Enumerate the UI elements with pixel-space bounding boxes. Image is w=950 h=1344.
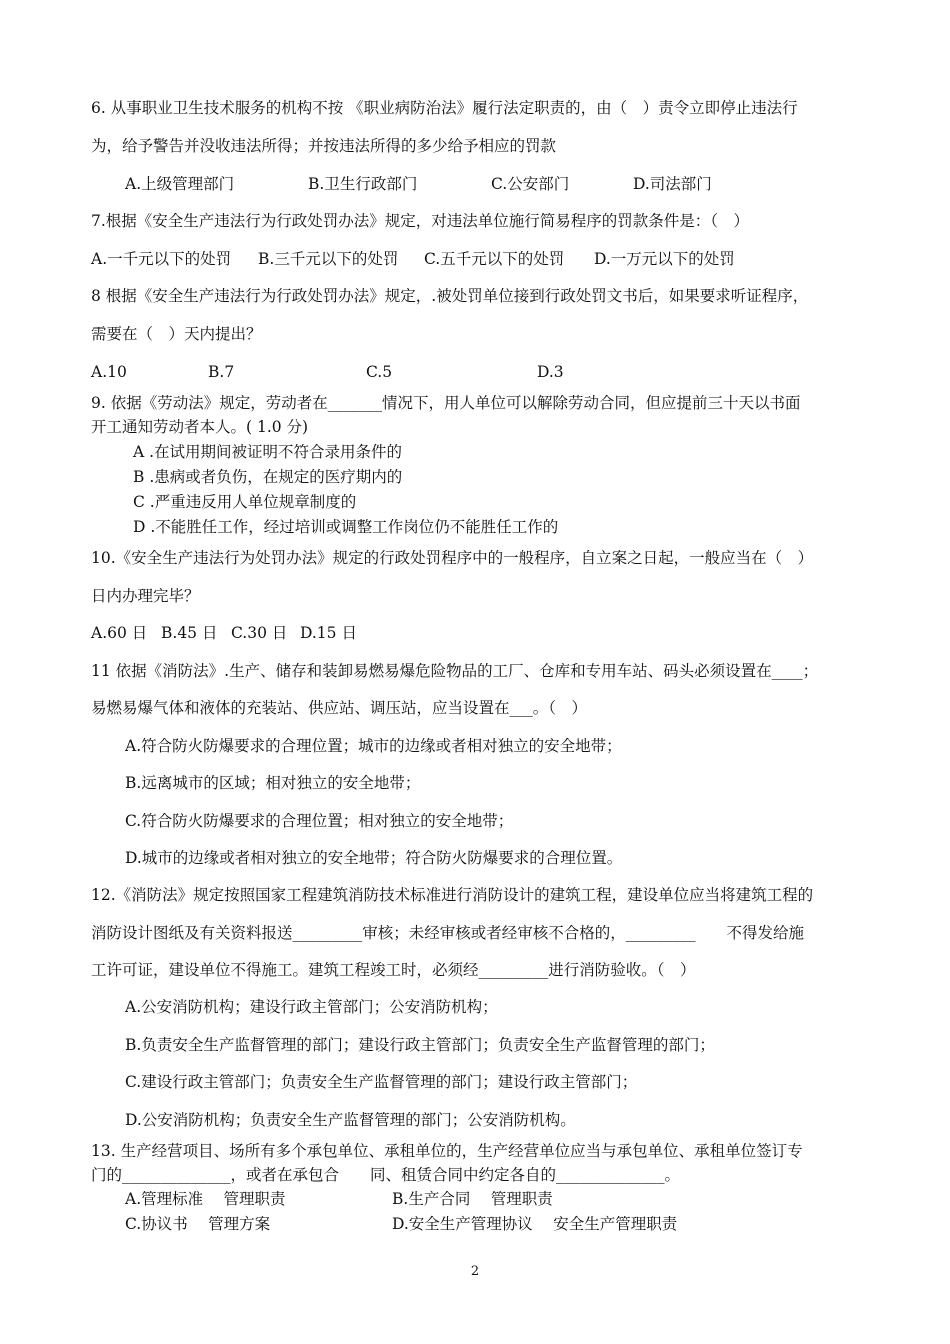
q9-option-b: B .患病或者负伤，在规定的医疗期内的 — [133, 468, 403, 486]
q7-option-b: B.三千元以下的处罚 — [258, 250, 399, 268]
q12-option-c: C.建设行政主管部门；负责安全生产监督管理的部门；建设行政主管部门； — [125, 1073, 638, 1091]
q10-option-d: D.15 日 — [300, 624, 357, 642]
q12-line1: 12.《消防法》规定按照国家工程建筑消防技术标准进行消防设计的建筑工程，建设单位应当将建筑工程的 — [91, 886, 814, 904]
q13-option-b: B.生产合同 管理职责 — [392, 1190, 553, 1208]
q11-option-b: B.远离城市的区域；相对独立的安全地带； — [125, 774, 421, 792]
q8-option-c: C.5 — [366, 363, 393, 381]
q6-line1: 6. 从事职业卫生技术服务的机构不按 《职业病防治法》履行法定职责的，由（ ）责令立即停止违法行 — [91, 99, 798, 117]
q8-line1: 8 根据《安全生产违法行为行政处罚办法》规定，.被处罚单位接到行政处罚文书后，如果要求听证程序， — [91, 287, 809, 305]
q10-line1: 10.《安全生产违法行为处罚办法》规定的行政处罚程序中的一般程序，自立案之日起，一般应当在（ ） — [91, 549, 814, 567]
q11-line1: 11 依据《消防法》.生产、储存和装卸易燃易爆危险物品的工厂、仓库和专用车站、码头必须设置在____； — [91, 662, 819, 680]
q9-option-a: A .在试用期间被证明不符合录用条件的 — [133, 443, 403, 461]
q7-option-a: A.一千元以下的处罚 — [91, 250, 232, 268]
q9-option-c: C .严重违反用人单位规章制度的 — [133, 493, 357, 511]
q11-option-d: D.城市的边缘或者相对独立的安全地带；符合防火防爆要求的合理位置。 — [125, 849, 623, 867]
q12-line3: 工许可证，建设单位不得施工。建筑工程竣工时，必须经_________进行消防验收。（ ） — [91, 961, 696, 979]
q13-option-d: D.安全生产管理协议 安全生产管理职责 — [392, 1215, 678, 1233]
q6-option-b: B.卫生行政部门 — [308, 175, 418, 193]
q6-line2: 为，给予警告并没收违法所得；并按违法所得的多少给予相应的罚款 — [91, 137, 557, 155]
q6-option-c: C.公安部门 — [491, 175, 570, 193]
q10-line2: 日内办理完毕？ — [91, 587, 200, 605]
q11-option-a: A.符合防火防爆要求的合理位置；城市的边缘或者相对独立的安全地带； — [125, 737, 622, 755]
q10-option-c: C.30 日 — [231, 624, 288, 642]
q8-option-b: B.7 — [208, 363, 235, 381]
q13-option-a: A.管理标准 管理职责 — [125, 1190, 286, 1208]
q7-option-c: C.五千元以下的处罚 — [424, 250, 565, 268]
q7-option-d: D.一万元以下的处罚 — [594, 250, 735, 268]
q7-line1: 7.根据《安全生产违法行为行政处罚办法》规定，对违法单位施行简易程序的罚款条件是：（ ） — [91, 212, 750, 230]
q9-line2: 开工通知劳动者本人。( 1.0 分) — [91, 418, 309, 436]
q9-option-d: D .不能胜任工作，经过培训或调整工作岗位仍不能胜任工作的 — [133, 518, 559, 536]
q12-option-d: D.公安消防机构；负责安全生产监督管理的部门；公安消防机构。 — [125, 1111, 576, 1129]
q13-line2: 门的______________，或者在承包合 同、租赁合同中约定各自的______________。 — [91, 1166, 681, 1184]
q9-line1: 9. 依据《劳动法》规定，劳动者在_______情况下，用人单位可以解除劳动合同，但应提前三十天以书面 — [91, 394, 801, 412]
q6-option-a: A.上级管理部门 — [125, 175, 235, 193]
q11-option-c: C.符合防火防爆要求的合理位置；相对独立的安全地带； — [125, 812, 514, 830]
q8-line2: 需要在（ ）天内提出？ — [91, 325, 262, 343]
q13-line1: 13. 生产经营项目、场所有多个承包单位、承租单位的，生产经营单位应当与承包单位、承租单位签订专 — [91, 1142, 803, 1160]
q12-line2: 消防设计图纸及有关资料报送_________审核；未经审核或者经审核不合格的，_________ 不得发给施 — [91, 924, 805, 942]
q12-option-a: A.公安消防机构；建设行政主管部门；公安消防机构； — [125, 998, 498, 1016]
q10-option-b: B.45 日 — [161, 624, 218, 642]
q12-option-b: B.负责安全生产监督管理的部门；建设行政主管部门；负责安全生产监督管理的部门； — [125, 1036, 715, 1054]
q10-option-a: A.60 日 — [91, 624, 148, 642]
q11-line2: 易燃易爆气体和液体的充装站、供应站、调压站，应当设置在___。（ ） — [91, 699, 588, 717]
q8-option-d: D.3 — [537, 363, 564, 381]
page-number: 2 — [470, 1264, 480, 1279]
q8-option-a: A.10 — [91, 363, 127, 381]
q6-option-d: D.司法部门 — [633, 175, 712, 193]
q13-option-c: C.协议书 管理方案 — [125, 1215, 271, 1233]
